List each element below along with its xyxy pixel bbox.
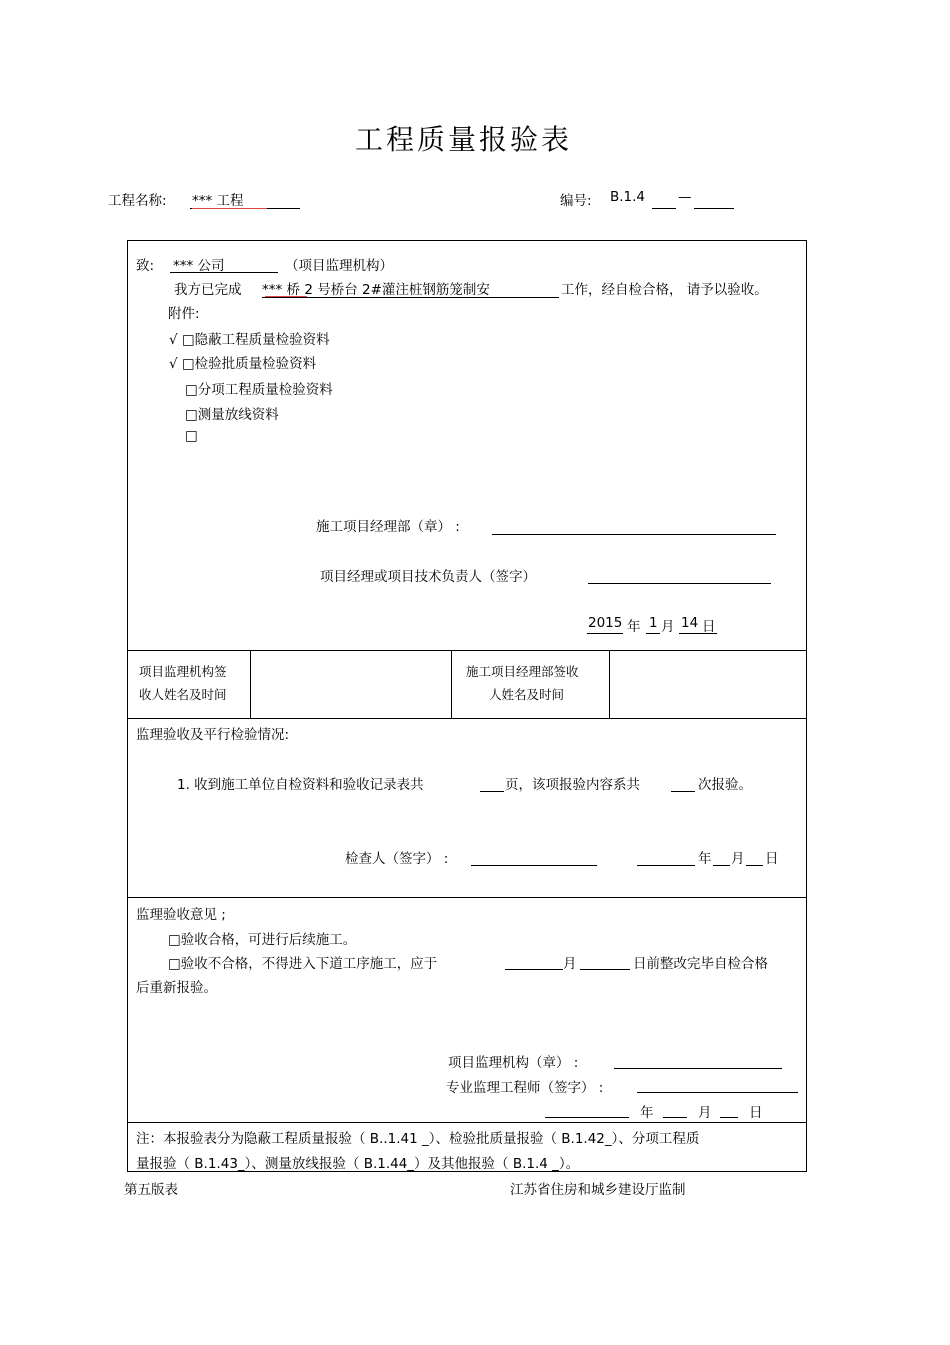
number-dash: —	[678, 189, 692, 205]
date-month-line	[646, 633, 660, 634]
date-month-unit: 月	[661, 619, 675, 635]
date-year-unit: 年	[627, 619, 641, 635]
fix-month-blank	[505, 969, 563, 970]
done-underline	[262, 297, 559, 298]
opinion-fail-cont: 日前整改完毕自检合格	[633, 956, 768, 972]
date-year-line	[587, 633, 623, 634]
manager-sign-line	[588, 583, 771, 584]
opinion-month-line	[663, 1117, 687, 1118]
project-name-red-underline	[192, 194, 267, 209]
number-blank-2	[694, 208, 734, 209]
date-month: 1	[649, 615, 658, 631]
dept-seal-line	[492, 534, 776, 535]
opinion-year-line	[545, 1117, 629, 1118]
number-blank-1	[652, 208, 676, 209]
supervisor-receiver-label: 收人姓名及时间	[139, 687, 227, 702]
to-value: *** 公司	[173, 258, 225, 274]
opinion-day-unit: 日	[749, 1105, 763, 1121]
number-label: 编号:	[560, 193, 592, 209]
sign-col-divider-2	[451, 650, 452, 718]
inspection-item-1c: 次报验。	[698, 777, 752, 793]
contractor-receiver-label: 人姓名及时间	[489, 687, 565, 702]
opinion-day-line	[720, 1117, 738, 1118]
opinion-year-unit: 年	[640, 1105, 654, 1121]
supervision-seal-line	[614, 1068, 782, 1069]
opinion-fail: □验收不合格，不得进入下道工序施工，应于	[168, 956, 438, 972]
done-suffix: 工作，经自检合格， 请予以验收。	[561, 282, 768, 298]
date-year: 2015	[588, 615, 623, 631]
opinion-fail-tail: 后重新报验。	[136, 980, 217, 996]
to-suffix: （项目监理机构）	[285, 258, 393, 274]
done-red-underline	[265, 296, 307, 297]
checker-day-line	[746, 865, 763, 866]
to-label: 致:	[136, 258, 155, 274]
date-day-unit: 日	[702, 619, 716, 635]
row-divider-2	[127, 718, 806, 719]
attachment-item: √ □隐蔽工程质量检验资料	[169, 332, 330, 348]
checker-month-line	[713, 865, 730, 866]
checker-year-unit: 年	[698, 851, 712, 867]
fix-month-unit: 月	[563, 956, 577, 972]
attach-label: 附件:	[168, 306, 200, 322]
sign-col-divider-3	[609, 650, 610, 718]
project-name-label: 工程名称:	[108, 193, 167, 209]
footer-edition: 第五版表	[124, 1182, 178, 1198]
pages-blank	[480, 791, 504, 792]
number-value: B.1.4	[610, 189, 646, 205]
opinion-month-unit: 月	[698, 1105, 712, 1121]
checker-sign-label: 检查人（签字） :	[345, 851, 449, 867]
page-title: 工程质量报验表	[355, 123, 573, 156]
checker-year-line	[637, 865, 695, 866]
contractor-receiver-label: 施工项目经理部签收	[466, 664, 579, 679]
row-divider-1	[127, 650, 806, 651]
row-divider-3	[127, 897, 806, 898]
checker-day-unit: 日	[765, 851, 779, 867]
inspection-item-1a: 1. 收到施工单位自检资料和验收记录表共	[177, 777, 424, 793]
checker-sign-line	[471, 865, 597, 866]
project-name-value: *** 工程	[192, 193, 244, 209]
engineer-sign-label: 专业监理工程师（签字） :	[446, 1080, 604, 1096]
attachment-item: □测量放线资料	[185, 407, 279, 423]
attachment-item: □	[185, 428, 198, 444]
note-line-1: 注：本报验表分为隐蔽工程质量报验（ B..1.41 _）、检验批质量报验（ B.1.42_）、分项工程质	[136, 1131, 700, 1147]
fix-day-blank	[580, 969, 630, 970]
note-line-2: 量报验（ B.1.43_）、测量放线报验（ B.1.44_）及其他报验（ B.1.4 _）。	[136, 1156, 580, 1172]
row-divider-4	[127, 1122, 806, 1123]
dept-seal-label: 施工项目经理部（章） :	[316, 519, 460, 535]
attachment-item: □分项工程质量检验资料	[185, 382, 333, 398]
footer-issuer: 江苏省住房和城乡建设厅监制	[510, 1182, 686, 1198]
supervisor-receiver-label: 项目监理机构签	[139, 664, 227, 679]
inspection-item-1b: 页，该项报验内容系共	[505, 777, 640, 793]
done-value: *** 桥 2 号桥台 2#灌注桩钢筋笼制安	[262, 282, 490, 298]
attachment-item: √ □检验批质量检验资料	[169, 356, 317, 372]
opinion-heading: 监理验收意见 ;	[136, 907, 226, 923]
checker-month-unit: 月	[731, 851, 745, 867]
manager-sign-label: 项目经理或项目技术负责人（签字）	[320, 569, 536, 585]
engineer-sign-line	[637, 1092, 798, 1093]
supervision-seal-label: 项目监理机构（章） :	[448, 1055, 579, 1071]
opinion-pass: □验收合格，可进行后续施工。	[168, 932, 357, 948]
date-day: 14	[681, 615, 699, 631]
sign-col-divider-1	[250, 650, 251, 718]
to-underline	[170, 272, 278, 273]
inspection-heading: 监理验收及平行检验情况:	[136, 727, 290, 743]
times-blank	[671, 791, 695, 792]
done-prefix: 我方已完成	[174, 282, 242, 298]
